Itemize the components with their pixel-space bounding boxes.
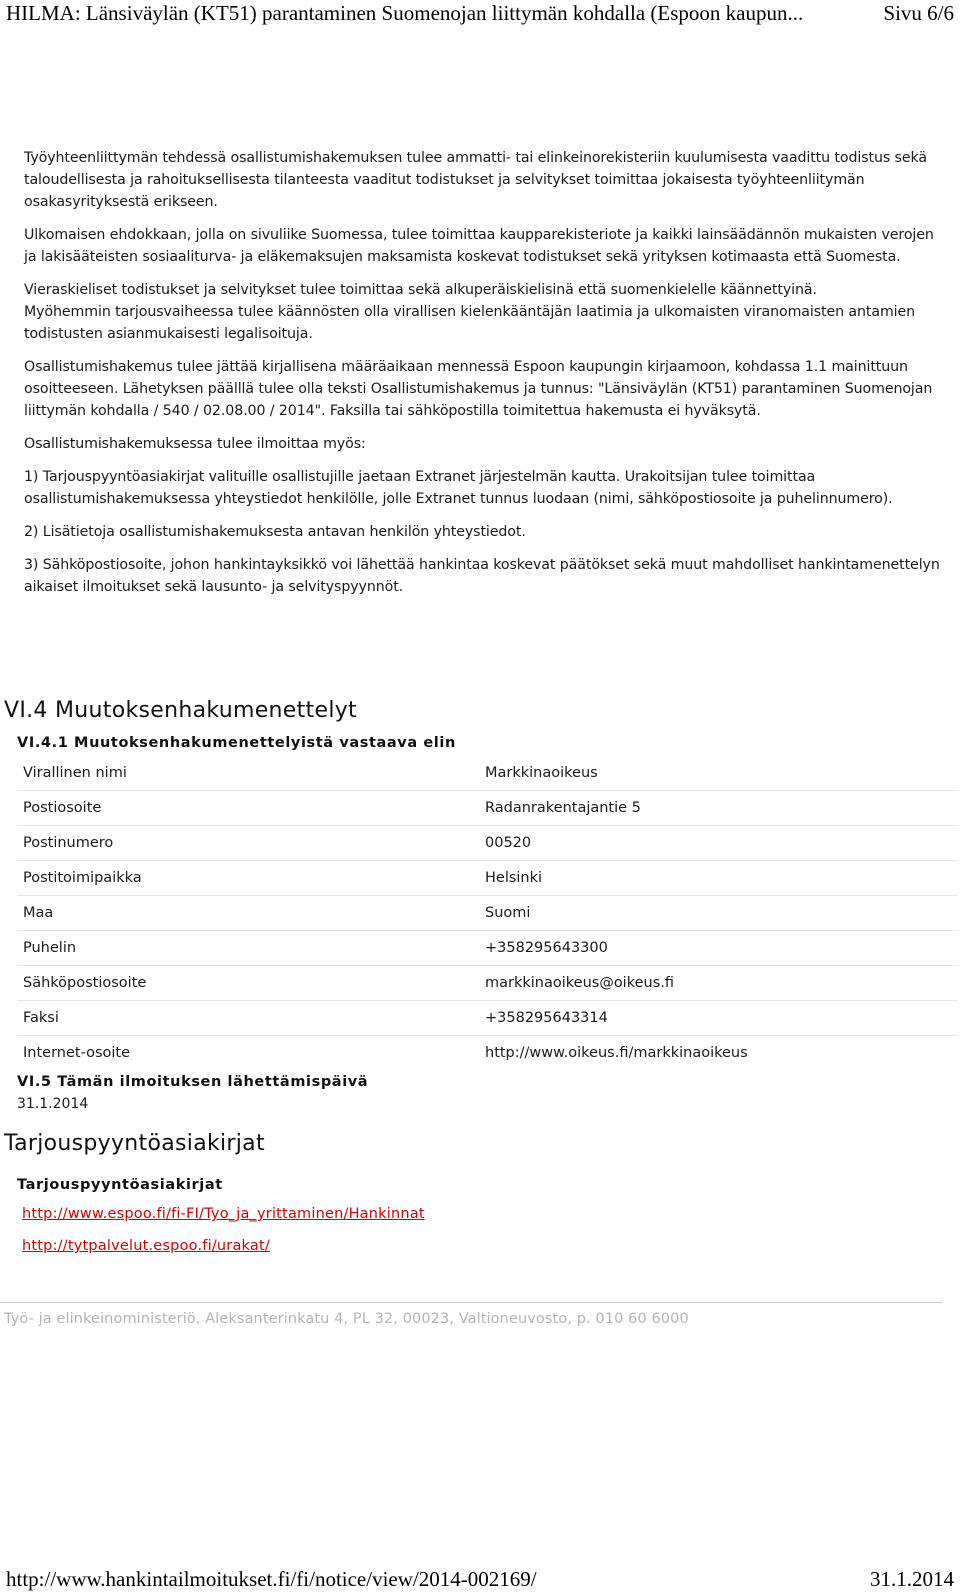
- table-row: [17, 756, 958, 791]
- row-label: Faksi: [23, 1010, 59, 1026]
- row-label: Virallinen nimi: [23, 765, 127, 781]
- row-label: Postitoimipaikka: [23, 870, 142, 886]
- row-value: markkinaoikeus@oikeus.fi: [485, 975, 675, 991]
- row-value: http://www.oikeus.fi/markkinaoikeus: [485, 1045, 748, 1061]
- row-value: +358295643300: [485, 940, 608, 956]
- table-row: [17, 966, 958, 1001]
- footer-divider: [0, 1302, 942, 1303]
- paragraph-also-state: Osallistumishakemuksessa tulee ilmoittaa myös:: [24, 436, 366, 452]
- paragraph-foreign-candidate: Ulkomaisen ehdokkaan, jolla on sivuliike Suomessa, tulee toimittaa kaupparekisteriote ja kaikki lainsäädännön mukaisten verojen ja lakisääteisten sosiaaliturva- ja eläkemaksujen maksamista koskevat todistukset sekä yrityksen kotimaasta että Suomesta.: [24, 227, 934, 265]
- print-footer: [6, 1568, 954, 1592]
- heading-documents: Tarjouspyyntöasiakirjat: [4, 1131, 265, 1156]
- row-value: Radanrakentajantie 5: [485, 800, 641, 816]
- row-value: Suomi: [485, 905, 531, 921]
- main-text: [24, 147, 950, 609]
- row-label: Internet-osoite: [23, 1045, 131, 1061]
- print-header-page-number: Sivu 6/6: [883, 1, 954, 25]
- table-row: [17, 861, 958, 896]
- paragraph-item-2: 2) Lisätietoja osallistumishakemuksesta antavan henkilön yhteystiedot.: [24, 524, 526, 540]
- paragraph-consortium: Työyhteenliittymän tehdessä osallistumishakemuksen tulee ammatti- tai elinkeinorekisteriin kuulumisesta vaadittu todistus sekä taloudellisesta ja rahoituksellisesta tilanteesta vaaditut todistukset ja selvitykset toimittaa jokaisesta työyhteenliitymän osakasyrityksestä erikseen.: [24, 150, 927, 210]
- link-espoo-hankinnat[interactable]: http://www.espoo.fi/fi-FI/Tyo_ja_yrittaminen/Hankinnat: [22, 1206, 425, 1222]
- row-label: Maa: [23, 905, 54, 921]
- row-value: +358295643314: [485, 1010, 608, 1026]
- subheading-documents: Tarjouspyyntöasiakirjat: [17, 1177, 223, 1193]
- row-label: Sähköpostiosoite: [23, 975, 147, 991]
- heading-vi5: VI.5 Tämän ilmoituksen lähettämispäivä: [17, 1074, 369, 1090]
- row-value: Markkinaoikeus: [485, 765, 598, 781]
- table-row: [17, 896, 958, 931]
- paragraph-translations: Vieraskieliset todistukset ja selvitykset tulee toimittaa sekä alkuperäiskielisinä että suomenkielelle käännettyinä.: [24, 282, 817, 298]
- link-tytpalvelut-urakat[interactable]: http://tytpalvelut.espoo.fi/urakat/: [22, 1238, 270, 1254]
- row-value: 00520: [485, 835, 532, 851]
- review-body-table: [17, 756, 958, 1070]
- print-header-title: HILMA: Länsiväylän (KT51) parantaminen Suomenojan liittymän kohdalla (Espoon kaupun...: [6, 1, 804, 25]
- paragraph-item-3: 3) Sähköpostiosoite, johon hankintayksikkö voi lähettää hankintaa koskevat päätökset sekä muut mahdolliset hankintamenettelyn aikaiset ilmoitukset sekä lausunto- ja selvityspyynnöt.: [24, 557, 940, 595]
- table-row: [17, 931, 958, 966]
- heading-vi4-1: VI.4.1 Muutoksenhakumenettelyistä vastaava elin: [17, 735, 456, 751]
- row-label: Postinumero: [23, 835, 114, 851]
- dispatch-date: 31.1.2014: [17, 1096, 89, 1112]
- paragraph-item-1: 1) Tarjouspyyntöasiakirjat valituille osallistujille jaetaan Extranet järjestelmän kautta. Urakoitsijan tulee toimittaa osallistumishakemuksessa yhteystiedot henkilölle, jolle Extranet tunnus luodaan (nimi, sähköpostiosoite ja puhelinnumero).: [24, 469, 893, 507]
- print-footer-date: 31.1.2014: [870, 1567, 954, 1591]
- table-row: [17, 791, 958, 826]
- table-row: [17, 1036, 958, 1070]
- print-footer-url: http://www.hankintailmoitukset.fi/fi/notice/view/2014-002169/: [6, 1567, 537, 1591]
- table-row: [17, 1001, 958, 1036]
- row-value: Helsinki: [485, 870, 543, 886]
- heading-vi4: VI.4 Muutoksenhakumenettelyt: [4, 698, 357, 723]
- paragraph-legalisation: Myöhemmin tarjousvaiheessa tulee käännösten olla virallisen kielenkääntäjän laatimia ja ulkomaisten viranomaisten antamien todistusten asianmukaisesti legalisoituja.: [24, 304, 916, 342]
- paragraph-submission: Osallistumishakemus tulee jättää kirjallisena määräaikaan mennessä Espoon kaupungin kirjaamoon, kohdassa 1.1 mainittuun osoitteeseen. Lähetyksen päälllä tulee olla teksti Osallistumishakemus ja tunnus: "Länsiväylän (KT51) parantaminen Suomenojan liittymän kohdalla / 540 / 02.08.00 / 2014". Faksilla tai sähköpostilla toimitettua hakemusta ei hyväksytä.: [24, 359, 933, 419]
- row-label: Puhelin: [23, 940, 77, 956]
- row-label: Postiosoite: [23, 800, 102, 816]
- table-row: [17, 826, 958, 861]
- print-header: [6, 0, 954, 30]
- footer-ministry-contact: Työ- ja elinkeinoministeriö, Aleksanterinkatu 4, PL 32, 00023, Valtioneuvosto, p. 010 60 6000: [4, 1311, 689, 1327]
